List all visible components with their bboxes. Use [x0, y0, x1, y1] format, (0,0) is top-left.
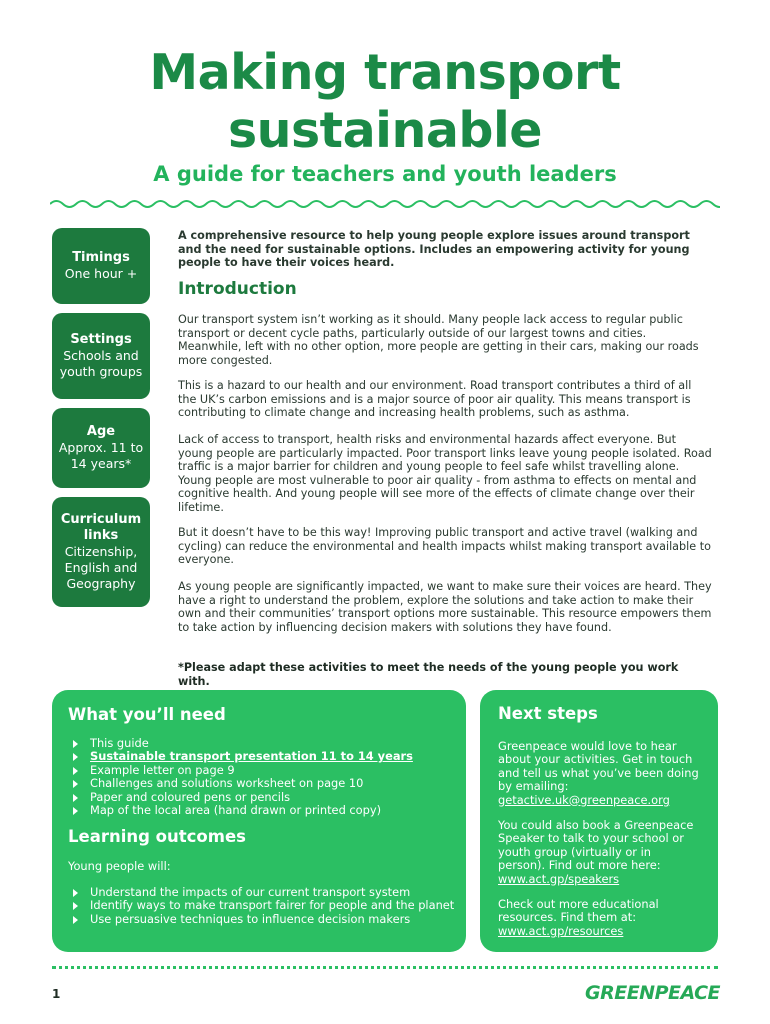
- next-steps-panel: [480, 690, 718, 952]
- timings-value: One hour +: [64, 266, 138, 281]
- timings-label: Timings: [72, 250, 130, 265]
- list-item: Use persuasive techniques to influence decision makers: [68, 913, 460, 926]
- presentation-link[interactable]: Sustainable transport presentation 11 to 14 years: [68, 750, 458, 763]
- footer-divider: [52, 966, 718, 969]
- bullet-arrow-icon: [73, 902, 78, 910]
- next-steps-title: Next steps: [498, 704, 598, 723]
- wave-divider: [50, 196, 720, 212]
- next-steps-text-2: You could also book a Greenpeace Speaker to talk to your school or youth group (virtually or in person). Find out more here: www.act.gp/speakers: [498, 818, 694, 886]
- bullet-arrow-icon: [73, 767, 78, 775]
- list-item: This guide: [68, 737, 458, 750]
- list-item: Understand the impacts of our current transport system: [68, 886, 460, 899]
- learning-outcomes-title: Learning outcomes: [68, 827, 246, 846]
- speakers-link[interactable]: www.act.gp/speakers: [498, 871, 620, 886]
- page-number: 1: [52, 987, 61, 1001]
- page-subtitle: A guide for teachers and youth leaders: [153, 162, 617, 186]
- list-item: Paper and coloured pens or pencils: [68, 791, 458, 804]
- title-line-2: sustainable: [227, 102, 543, 159]
- bullet-arrow-icon: [73, 740, 78, 748]
- what-you-need-list: [68, 737, 458, 817]
- what-you-need-panel: [52, 690, 466, 952]
- bullet-arrow-icon: [73, 889, 78, 897]
- list-item: Identify ways to make transport fairer for people and the planet: [68, 899, 460, 912]
- curriculum-value: Citizenship, English and Geography: [64, 544, 138, 591]
- what-you-need-title: What you’ll need: [68, 705, 226, 724]
- timings-box: [52, 228, 150, 304]
- age-box: [52, 408, 150, 488]
- greenpeace-logo: GREENPEACE: [585, 982, 721, 1004]
- age-value: Approx. 11 to 14 years*: [58, 440, 144, 471]
- bullet-arrow-icon: [73, 794, 78, 802]
- curriculum-label: Curriculum links: [60, 512, 142, 543]
- bullet-arrow-icon: [73, 807, 78, 815]
- introduction-heading: Introduction: [178, 279, 297, 299]
- list-item: Challenges and solutions worksheet on page 10: [68, 777, 458, 790]
- bullet-arrow-icon: [73, 916, 78, 924]
- page-title: [0, 44, 770, 160]
- resources-link[interactable]: www.act.gp/resources: [498, 923, 624, 938]
- settings-label: Settings: [70, 332, 132, 347]
- curriculum-box: [52, 497, 150, 607]
- intro-paragraph-5: As young people are significantly impacted, we want to make sure their voices are heard. They have a right to understand the problem, explore the solutions and take action to make their own and their communities’ transport options more sustainable. This resource empowers them to take action by influencing decision makers with solutions they have found.: [178, 580, 712, 634]
- list-item: Example letter on page 9: [68, 764, 458, 777]
- next-steps-text-3: Check out more educational resources. Find them at: www.act.gp/resources: [498, 897, 659, 938]
- intro-paragraph-1: Our transport system isn’t working as it should. Many people lack access to regular public transport or decent cycle paths, particularly outside of our largest towns and cities. Meanwhile, left with no other option, more people are getting in their cars, making our roads more congested.: [178, 313, 699, 367]
- intro-paragraph-2: This is a hazard to our health and our environment. Road transport contributes a third of all the UK’s carbon emissions and is a major source of poor air quality. This means transport is contributing to climate change and increasing health problems, such as asthma.: [178, 379, 692, 420]
- learning-outcomes-intro: Young people will:: [68, 859, 171, 873]
- adapt-note: *Please adapt these activities to meet the needs of the young people you work with.: [178, 661, 679, 688]
- settings-box: [52, 313, 150, 399]
- title-line-1: Making transport: [149, 44, 621, 101]
- intro-paragraph-4: But it doesn’t have to be this way! Improving public transport and active travel (walking and cycling) can reduce the environmental and health impacts whilst making transport available to everyone.: [178, 526, 711, 567]
- list-item: Map of the local area (hand drawn or printed copy): [68, 804, 458, 817]
- learning-outcomes-list: [68, 886, 460, 926]
- age-label: Age: [86, 424, 116, 439]
- bullet-arrow-icon: [73, 780, 78, 788]
- intro-paragraph-3: Lack of access to transport, health risks and environmental hazards affect everyone. But young people are particularly impacted. Poor transport links leave young people isolated. Road traffic is a major barrier for children and young people to feel safe whilst travelling alone. Young people are most vulnerable to poor air quality - from asthma to effects on mental and cognitive health. And young people will see more of the effects of climate change over their lifetime.: [178, 433, 712, 514]
- bullet-arrow-icon: [73, 753, 78, 761]
- settings-value: Schools and youth groups: [59, 348, 143, 379]
- lead-paragraph: A comprehensive resource to help young people explore issues around transport and the need for sustainable options. Includes an empowering activity for young people to have their voices heard.: [178, 229, 690, 270]
- next-steps-text-1: Greenpeace would love to hear about your activities. Get in touch and tell us what you’ve been doing by emailing: getactive.uk@greenpeace.org: [498, 739, 699, 807]
- email-link[interactable]: getactive.uk@greenpeace.org: [498, 792, 670, 807]
